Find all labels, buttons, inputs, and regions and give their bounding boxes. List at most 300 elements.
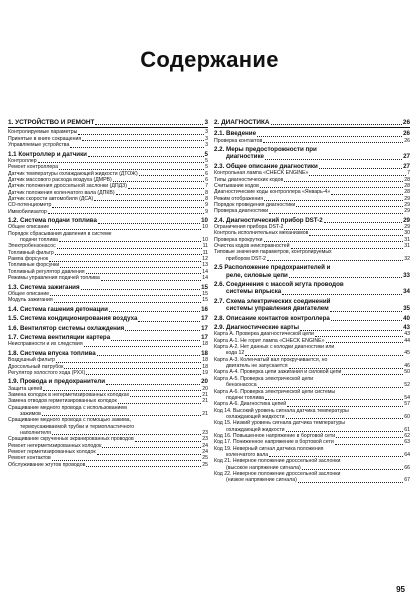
section-rule <box>8 127 208 128</box>
toc-entry-title: 1.6. Вентилятор системы охлаждения <box>8 324 125 332</box>
leader-dots <box>86 374 201 375</box>
toc-entry-page: 21 <box>202 398 208 405</box>
toc-entry-title: 2.7. Схема электрических соединений <box>214 297 331 305</box>
leader-dots <box>271 124 402 125</box>
toc-entry <box>8 184 208 189</box>
toc-entry-title: 1. УСТРОЙСТВО И РЕМОНТ <box>8 118 95 126</box>
toc-entry-page: 17 <box>201 324 208 332</box>
toc-entry-page: 54 <box>404 394 410 401</box>
toc-entry-title: охлаждающей жидкости <box>226 426 285 433</box>
toc-entry-title: Карта А. Проверка диагностической цепи <box>214 331 314 338</box>
leader-dots <box>64 368 201 369</box>
leader-dots <box>130 396 201 397</box>
subsection-heading <box>214 154 410 161</box>
toc-column-right <box>214 116 410 485</box>
toc-entry-page: 10 <box>202 224 208 231</box>
toc-entry-title: 1.4. Система гашения детонации <box>8 305 108 313</box>
toc-entry <box>8 225 208 230</box>
toc-entry-page: 29 <box>404 201 410 208</box>
toc-entry-title: Общее описание <box>8 290 50 297</box>
leader-dots <box>309 235 403 236</box>
toc-entry <box>8 276 208 281</box>
toc-entry-page: 12 <box>202 256 208 263</box>
leader-dots <box>111 340 200 341</box>
toc-entry-title: Ремонт контактов <box>8 455 51 462</box>
toc-entry-title: зажимов <box>20 411 41 417</box>
leader-dots <box>82 140 204 141</box>
toc-entry-title: Датчик положения коленчатого вала (ДПКВ) <box>8 189 115 196</box>
toc-entry-title: Код 21. Неверное положение дроссельной заслонки <box>214 458 341 465</box>
toc-entry-page: 35 <box>403 305 410 313</box>
leader-dots <box>106 384 200 385</box>
toc-entry-title: 2.2. Меры предосторожности при <box>214 146 317 154</box>
toc-entry <box>8 203 208 208</box>
toc-entry-page: 32 <box>404 255 410 262</box>
toc-entry-title: Режим отображения <box>214 195 264 202</box>
page-title: Содержание <box>140 47 279 72</box>
toc-entry-page: 64 <box>404 451 410 458</box>
toc-entry-title: Порядок сбрасывания давления в системе <box>8 230 112 237</box>
toc-entry-title: 1.1 Контроллер и датчики <box>8 150 87 158</box>
toc-entry-page: 24 <box>202 449 208 456</box>
leader-dots <box>331 320 402 321</box>
leader-dots <box>97 355 200 356</box>
toc-entry-title: Датчик массового расхода воздуха (ДМРВ) <box>8 176 112 183</box>
toc-entry-title: Код 19. Неверный сигнал датчика положения <box>214 445 324 452</box>
leader-dots <box>55 254 202 255</box>
toc-entry-title: Считывание кодов <box>214 182 259 189</box>
toc-entry-title: двигатель не запускается <box>226 363 288 370</box>
toc-entry-title: подачи топлива <box>226 394 264 401</box>
section-rule <box>214 127 410 128</box>
toc-entry-title: Проверка прокрутки <box>214 236 263 243</box>
leader-dots <box>300 330 402 331</box>
toc-entry-title: Карта А-3. Коленчатый вал прокручивается, но <box>214 356 328 363</box>
subsection-heading <box>8 152 208 159</box>
toc-entry <box>214 478 410 483</box>
leader-dots <box>315 336 403 337</box>
toc-entry <box>8 463 208 468</box>
toc-entry <box>214 190 410 195</box>
toc-entry <box>8 342 208 347</box>
toc-entry-page: 21 <box>202 391 208 398</box>
toc-entry-page: 14 <box>202 275 208 282</box>
toc-entry-title: Порядок проведения диагностики <box>214 201 296 208</box>
toc-entry-title: Регулятор холостого хода (РХХ) <box>8 369 86 376</box>
leader-dots <box>101 280 201 281</box>
leader-dots <box>286 431 404 432</box>
toc-entry-page: 3 <box>204 118 208 126</box>
leader-dots <box>38 162 204 163</box>
toc-entry <box>214 139 410 144</box>
leader-dots <box>56 362 201 363</box>
toc-entry-page: 60 <box>404 413 410 420</box>
toc-entry-title: Общее описание <box>8 224 50 231</box>
toc-entry-title: диагностике <box>226 153 264 161</box>
toc-entry-title: Обслуживание жгутов проводов <box>8 461 86 468</box>
toc-entry-page: 26 <box>402 118 410 126</box>
leader-dots <box>139 175 204 176</box>
subsection-heading <box>214 131 410 138</box>
leader-dots <box>50 229 201 230</box>
toc-entry <box>8 358 208 363</box>
toc-entry-page: 24 <box>202 442 208 449</box>
toc-entry-title: охлаждающей жидкости <box>226 413 285 420</box>
subsection-heading <box>214 316 410 323</box>
toc-entry-page: 50 <box>404 369 410 376</box>
toc-entry-page: 45 <box>404 350 410 357</box>
toc-entry-page: 31 <box>404 243 410 250</box>
toc-entry-page: 26 <box>403 130 410 138</box>
toc-entry-page: 25 <box>202 455 208 462</box>
leader-dots <box>298 482 403 483</box>
toc-entry-page: 6 <box>205 170 208 177</box>
leader-dots <box>309 175 406 176</box>
toc-entry-title: Код 17. Пониженное напряжение в бортовой сети <box>214 439 334 446</box>
toc-entry-page: 29 <box>403 216 410 224</box>
leader-dots <box>52 460 201 461</box>
leader-dots <box>258 387 404 388</box>
toc-entry <box>8 298 208 303</box>
leader-dots <box>296 206 403 207</box>
toc-entry-page: 11 <box>202 249 208 256</box>
toc-entry-page: 6 <box>205 176 208 183</box>
leader-dots <box>95 124 203 125</box>
toc-entry <box>214 402 410 407</box>
toc-entry-title: бензонасоса <box>226 382 257 389</box>
toc-entry-title: Воздушный фильтр <box>8 357 56 364</box>
toc-entry-page: 23 <box>202 436 208 443</box>
toc-entry-title: Код 14. Высокий уровень сигнала датчика температуры <box>214 407 349 414</box>
toc-entry-title: Датчик скорости автомобиля (ДСА) <box>8 195 94 202</box>
toc-entry-title: Проверка контактов <box>214 137 263 144</box>
toc-entry <box>214 209 410 214</box>
toc-entry-page: 18 <box>202 357 208 364</box>
toc-entry-title: 1.9. Провода и предохранители <box>8 378 105 386</box>
toc-entry-title: Замена колодок в негерметизированных колодках <box>8 391 130 398</box>
toc-entry-title: коленчатого вала <box>226 451 269 458</box>
toc-entry-title: СО-потенциометр <box>8 202 52 209</box>
toc-entry-title: Рампа форсунок <box>8 256 49 263</box>
toc-entry <box>214 421 410 426</box>
toc-entry-title: 2. ДИАГНОСТИКА <box>214 118 270 126</box>
toc-entry-title: Контрольная лампа «CHECK ENGINE» <box>214 170 309 177</box>
toc-entry-title: прибором DST-2 <box>226 255 266 262</box>
leader-dots <box>60 267 201 268</box>
toc-entry <box>8 437 208 442</box>
toc-entry-page: 63 <box>404 439 410 446</box>
leader-dots <box>330 311 402 312</box>
toc-entry <box>8 399 208 404</box>
toc-entry-page: 44 <box>404 337 410 344</box>
toc-entry-title: Неисправности и их следствия <box>8 341 83 348</box>
leader-dots <box>43 390 201 391</box>
leader-dots <box>70 147 204 148</box>
subsection-heading <box>8 316 208 323</box>
leader-dots <box>284 181 403 182</box>
leader-dots <box>289 277 402 278</box>
toc-entry-page: 10 <box>202 237 208 244</box>
toc-entry-page: 27 <box>403 153 410 161</box>
leader-dots <box>264 200 403 201</box>
toc-entry-page: 3 <box>205 135 208 142</box>
toc-entry-title: Сращивание медного провода с помощью зажима, <box>8 417 131 424</box>
toc-entry-title: Карта А-5. Проверка электрической цепи <box>214 375 314 382</box>
toc-entry-title: 2.1. Введение <box>214 130 257 138</box>
toc-entry-title: Контроль исполнительных механизмов <box>214 230 309 237</box>
toc-entry-page: 5 <box>205 164 208 171</box>
leader-dots <box>257 136 402 137</box>
toc-entry-page: 52 <box>404 382 410 389</box>
toc-entry-title: 2.6. Соединения с массой жгута проводов <box>214 281 344 289</box>
toc-entry-title: 1.7. Система вентиляции картера <box>8 334 111 342</box>
toc-entry-page: 46 <box>404 363 410 370</box>
leader-dots <box>49 261 201 262</box>
toc-entry-page: 66 <box>404 464 410 471</box>
toc-entry-page: 10 <box>201 217 208 225</box>
leader-dots <box>57 248 202 249</box>
leader-dots <box>302 469 404 470</box>
leader-dots <box>81 289 201 290</box>
leader-dots <box>94 200 204 201</box>
toc-entry-page: 18 <box>202 363 208 370</box>
toc-entry-page: 20 <box>202 385 208 392</box>
toc-entry-page: 34 <box>403 288 410 296</box>
toc-entry-title: 1.8. Система впуска топлива <box>8 349 96 357</box>
leader-dots <box>88 156 204 157</box>
toc-entry <box>8 418 208 423</box>
subsection-heading <box>8 307 208 314</box>
toc-entry-title: 1.3. Система зажигания <box>8 283 80 291</box>
toc-entry-page: 11 <box>202 243 208 250</box>
toc-entry-page: 29 <box>404 208 410 215</box>
toc-entry-page: 13 <box>202 262 208 269</box>
toc-column-left <box>8 116 208 469</box>
toc-entry-title: Топливный фильтр <box>8 249 54 256</box>
toc-entry-title: 1.2. Система подачи топлива <box>8 217 97 225</box>
leader-dots <box>335 444 403 445</box>
toc-entry-page: 43 <box>403 324 410 332</box>
toc-entry-title: Электробензонасос <box>8 243 56 250</box>
toc-entry-title: Датчик положения дроссельной заслонки (ДПДЗ) <box>8 183 127 190</box>
toc-entry-page: 28 <box>404 176 410 183</box>
leader-dots <box>291 248 404 249</box>
subsection-heading <box>214 265 410 272</box>
toc-entry-page: 17 <box>201 334 208 342</box>
leader-dots <box>86 273 202 274</box>
toc-entry <box>8 371 208 376</box>
section-heading <box>8 120 208 127</box>
leader-dots <box>59 169 204 170</box>
toc-entry-title: Код 15. Низкий уровень сигнала датчика температуры <box>214 420 346 427</box>
toc-entry <box>214 459 410 464</box>
toc-entry-title: Ремонт герметизированных колодок <box>8 449 96 456</box>
toc-entry-title: Топливные форсунки <box>8 262 60 269</box>
leader-dots <box>125 330 200 331</box>
leader-dots <box>98 223 200 224</box>
leader-dots <box>245 355 403 356</box>
toc-entry-page: 21 <box>202 411 208 417</box>
leader-dots <box>109 311 200 312</box>
toc-entry-title: 2.9. Диагностические карты <box>214 324 299 332</box>
leader-dots <box>282 294 402 295</box>
toc-entry-page: 3 <box>205 142 208 149</box>
toc-entry-title: Сращивание медного провода с использованием <box>8 404 127 411</box>
leader-dots <box>50 295 201 296</box>
leader-dots <box>265 159 402 160</box>
section-heading <box>214 120 410 127</box>
leader-dots <box>78 134 204 135</box>
toc-entry-title: Очистка кодов неисправностей <box>214 243 290 250</box>
toc-entry <box>214 383 410 388</box>
toc-entry-title: Управляемые устройства <box>8 142 70 149</box>
leader-dots <box>326 342 404 343</box>
toc-entry-title: Типовые значения параметров, контролируемых <box>214 249 332 256</box>
toc-entry-title: Иммобилизатор <box>8 208 47 215</box>
toc-entry-page: 3 <box>205 129 208 136</box>
toc-entry-title: Карта А-2. Нет данных с колодки диагностики или <box>214 344 335 351</box>
toc-entry-page: 19 <box>202 369 208 376</box>
leader-dots <box>84 346 202 347</box>
toc-entry-title: 2.8. Описание контактов контроллера <box>214 314 330 322</box>
leader-dots <box>324 222 402 223</box>
toc-entry-page: 57 <box>404 401 410 408</box>
toc-entry-page: 18 <box>202 341 208 348</box>
toc-entry-page: 7 <box>407 170 410 177</box>
leader-dots <box>287 406 403 407</box>
toc-entry-page: 15 <box>201 283 208 291</box>
toc-entry-page: 17 <box>201 315 208 323</box>
toc-entry-page: 30 <box>404 230 410 237</box>
toc-entry-title: Модуль зажигания <box>8 297 53 304</box>
toc-entry-page: 8 <box>205 189 208 196</box>
leader-dots <box>118 403 201 404</box>
toc-entry-title: Ремонт контроллера <box>8 164 59 171</box>
leader-dots <box>138 321 200 322</box>
toc-entry-title: Принятые в книге сокращения <box>8 135 82 142</box>
leader-dots <box>54 302 202 303</box>
toc-entry-page: 67 <box>404 477 410 484</box>
subsection-heading <box>214 289 410 296</box>
toc-entry <box>8 143 208 148</box>
toc-entry-page: 25 <box>202 461 208 468</box>
toc-entry <box>8 210 208 215</box>
toc-entry-title: Защита цепей <box>8 385 43 392</box>
toc-entry-title: Карта А-6. Диагностика цепей <box>214 401 287 408</box>
toc-entry-title: Датчик температуры охлаждающей жидкости (ДТОЖ) <box>8 170 138 177</box>
leader-dots <box>319 168 402 169</box>
leader-dots <box>267 260 403 261</box>
subsection-heading <box>8 326 208 333</box>
toc-entry-title: термоусаживаемой трубки и термопластичного <box>20 423 135 430</box>
toc-entry-title: Замена отводов герметизированных колодок <box>8 398 117 405</box>
toc-entry-page: 15 <box>202 290 208 297</box>
toc-entry-title: 1.5. Система кондиционирования воздуха <box>8 315 138 323</box>
leader-dots <box>263 142 403 143</box>
toc-entry-page: 7 <box>205 183 208 190</box>
toc-entry <box>8 165 208 170</box>
subsection-heading <box>214 306 410 313</box>
toc-entry-page: 26 <box>404 137 410 144</box>
toc-entry-title: 2.4. Диагностический прибор DST-2 <box>214 216 323 224</box>
leader-dots <box>116 194 205 195</box>
toc-entry-title: Проверка диагностики <box>214 208 269 215</box>
leader-dots <box>128 188 204 189</box>
leader-dots <box>102 447 201 448</box>
toc-entry-title: Сращивание скрученных экранированных проводов <box>8 436 134 443</box>
leader-dots <box>97 454 202 455</box>
toc-entry-page: 29 <box>404 224 410 231</box>
page-number: 95 <box>396 585 405 594</box>
toc-entry-title: Ремонт негерметизированных колодок <box>8 442 102 449</box>
toc-entry <box>214 440 410 445</box>
leader-dots <box>336 437 403 438</box>
leader-dots <box>86 466 201 467</box>
toc-entry-page: 15 <box>202 297 208 304</box>
leader-dots <box>59 241 201 242</box>
leader-dots <box>260 187 403 188</box>
toc-entry-title: Карта А-6. Проверка электрической цепи системы <box>214 388 336 395</box>
toc-entry-page: 16 <box>201 305 208 313</box>
toc-entry-title: Режимы управления подачей топлива <box>8 275 100 282</box>
toc-entry-page: 31 <box>404 236 410 243</box>
toc-entry-page: 27 <box>403 162 410 170</box>
toc-entry-title: 2.5 Расположение предохранителей и <box>214 264 331 272</box>
toc-entry-title: наполнителя <box>20 430 51 437</box>
toc-entry-page: 5 <box>205 157 208 164</box>
toc-entry-page: 18 <box>201 349 208 357</box>
leader-dots <box>269 213 403 214</box>
toc-entry-page: 40 <box>403 314 410 322</box>
leader-dots <box>342 374 403 375</box>
toc-entry-title: Диагностические коды контроллера «Январь-4» <box>214 189 331 196</box>
toc-entry-title: реле, силовые цепи <box>226 271 288 279</box>
toc-entry-title: Код 16. Повышенное напряжение в бортовой сети <box>214 432 336 439</box>
leader-dots <box>135 441 201 442</box>
leader-dots <box>284 229 403 230</box>
toc-entry-title: Контролируемые параметры <box>8 129 78 136</box>
toc-entry-title: 2.3. Общее описание диагностики <box>214 162 318 170</box>
toc-entry-title: кода 12 <box>226 350 245 357</box>
toc-entry-page: 28 <box>404 182 410 189</box>
toc-entry-title: (низкое напряжение сигнала) <box>226 477 297 484</box>
toc-entry-page: 9 <box>205 208 208 215</box>
subsection-heading <box>8 379 208 386</box>
toc-entry-title: (высокое напряжение сигнала) <box>226 464 301 471</box>
toc-entry-title: Карта А-4. Проверка цепи зажигания и силовой цепи <box>214 369 342 376</box>
toc-entry-title: Карта А-1. Не горит лампа «CHECK ENGINE» <box>214 337 325 344</box>
toc-entry-page: 29 <box>404 195 410 202</box>
toc-entry-page: 33 <box>403 271 410 279</box>
leader-dots <box>42 415 201 416</box>
toc-entry-page: 23 <box>202 430 208 437</box>
toc-entry-page: 8 <box>205 195 208 202</box>
toc-entry-title: Ограничения прибора DST-2 <box>214 224 284 231</box>
toc-entry-page: 20 <box>201 378 208 386</box>
toc-entry <box>8 244 208 249</box>
toc-entry-page: 61 <box>404 426 410 433</box>
toc-entry <box>214 171 410 176</box>
toc-entry-title: Дроссельный патрубок <box>8 363 64 370</box>
toc-entry-page: 5 <box>204 150 208 158</box>
toc-entry-page: 14 <box>202 268 208 275</box>
toc-entry-page: 43 <box>404 331 410 338</box>
toc-entry-title: системы впрыска <box>226 288 282 296</box>
toc-entry-title: подачи топлива <box>20 237 58 244</box>
toc-entry-title: Топливный регулятор давления <box>8 268 85 275</box>
leader-dots <box>52 434 201 435</box>
leader-dots <box>48 213 204 214</box>
